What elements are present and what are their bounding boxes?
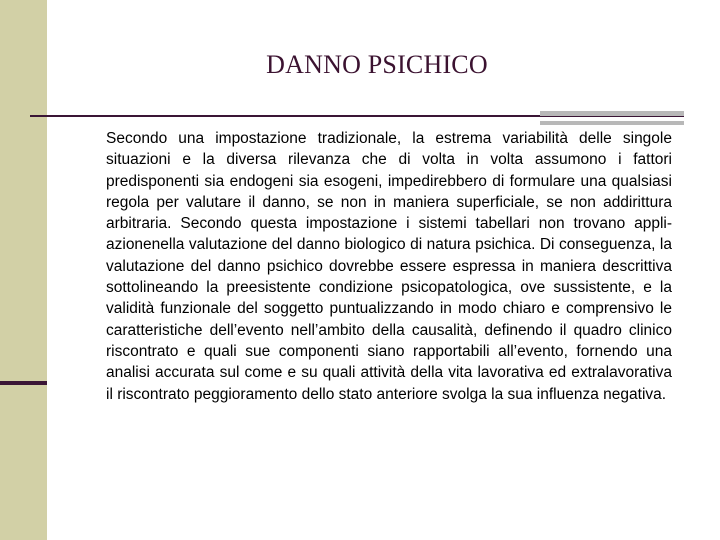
divider-accent-top: [540, 111, 684, 116]
slide-title: DANNO PSICHICO: [266, 50, 488, 79]
left-accent-bar: [0, 381, 47, 385]
left-decorative-band: [0, 0, 47, 540]
divider-accent-bottom: [540, 121, 684, 125]
slide-body-text: Secondo una impostazione tradizionale, la estrema variabilità delle singole situazioni e la diversa rilevanza che di volta in volta assumono i fattori predisponenti sia endogeni sia esogeni, impedirebbero di formulare una qualsiasi regola per valutare il danno, se non in maniera superficiale, se non addirittura arbitraria. Secondo questa impostazione i sistemi tabellari non trovano appli-azionenella valutazione del danno biologico di natura psichica. Di conseguenza, la valutazione del danno psichico dovrebbe essere espressa in maniera descrittiva sottolineando la preesistente condizione psicopatologica, ove sussistente, e la validità funzionale del soggetto puntualizzando in modo chiaro e comprensivo le caratteristiche dell’evento nell’ambito della causalità, definendo il quadro clinico riscontrato e quali sue componenti siano rapportabili all’evento, fornendo una analisi accurata sul come e su quali attività della vita lavorativa ed extralavorativa il riscontrato peggioramento dello stato anteriore svolga la sua influenza negativa.: [106, 130, 672, 403]
